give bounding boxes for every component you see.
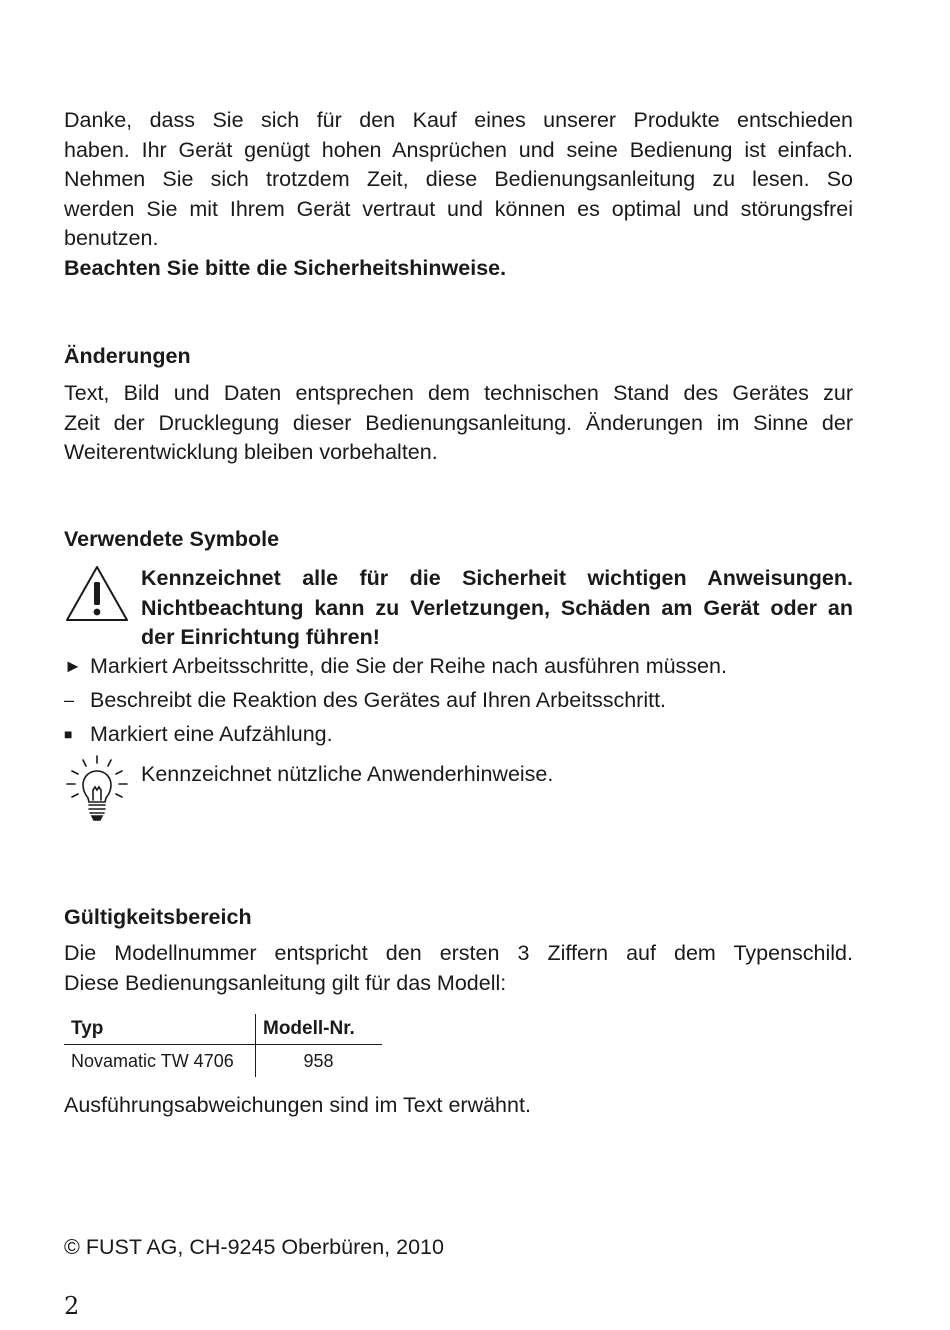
copyright-text: © FUST AG, CH-9245 Oberbüren, 2010 [64, 1235, 444, 1259]
symbol-item [64, 652, 853, 686]
tip-block [64, 760, 853, 830]
cell-model-number: 958 [303, 1050, 334, 1071]
warning-text [141, 564, 853, 653]
square-bullet-icon: ■ [64, 726, 73, 742]
tip-text: Kennzeichnet nützliche Anwenderhinweise. [141, 762, 554, 786]
intro-line: Nehmen Sie sich trotzdem Zeit, diese Bedienungsanleitung zu lesen. So [64, 167, 853, 191]
warning-triangle-icon [64, 564, 130, 624]
intro-section [64, 106, 853, 283]
intro-line: werden Sie mit Ihrem Gerät vertraut und können es optimal und störungsfrei [64, 196, 853, 221]
page-content [64, 106, 853, 1117]
warning-line: Nichtbeachtung kann zu Verletzungen, Schäden am Gerät oder an [141, 595, 853, 620]
intro-line: Danke, dass Sie sich für den Kauf eines unserer Produkte entschieden [64, 108, 853, 132]
model-table [64, 1014, 382, 1077]
page-number: 2 [64, 1292, 80, 1320]
changes-heading: Änderungen [64, 344, 191, 368]
safety-note: Beachten Sie bitte die Sicherheitshinweise. [64, 255, 507, 280]
symbols-heading: Verwendete Symbole [64, 527, 280, 551]
symbol-item [64, 686, 853, 720]
lightbulb-icon [64, 754, 130, 826]
table-row [64, 1045, 382, 1078]
validity-section [64, 903, 853, 1121]
symbol-item [64, 720, 853, 754]
validity-body [64, 939, 853, 998]
warning-line: Kennzeichnet alle für die Sicherheit wichtigen Anweisungen. [141, 566, 853, 590]
symbol-item-text: Beschreibt die Reaktion des Gerätes auf Ihren Arbeitsschritt. [90, 688, 667, 712]
dash-marker-icon: – [64, 690, 75, 710]
symbols-section [64, 525, 853, 830]
changes-body [64, 379, 853, 468]
model-table-header [64, 1014, 382, 1045]
symbol-item-text: Markiert Arbeitsschritte, die Sie der Reihe nach ausführen müssen. [90, 654, 727, 678]
changes-line: Zeit der Drucklegung dieser Bedienungsanleitung. Änderungen im Sinne der [64, 410, 853, 435]
arrow-marker-icon: ► [64, 656, 82, 676]
changes-line: Text, Bild und Daten entsprechen dem technischen Stand des Gerätes zur [64, 381, 853, 405]
warning-block [64, 564, 853, 652]
cell-type: Novamatic TW 4706 [64, 1045, 256, 1078]
validity-line: Die Modellnummer entspricht den ersten 3 Ziffern auf dem Typenschild. [64, 941, 853, 965]
validity-heading: Gültigkeitsbereich [64, 905, 252, 929]
warning-line: der Einrichtung führen! [141, 625, 380, 649]
intro-line: haben. Ihr Gerät genügt hohen Ansprüchen und seine Bedienung ist einfach. [64, 137, 853, 162]
symbol-item-text: Markiert eine Aufzählung. [90, 722, 333, 746]
changes-line: Weiterentwicklung bleiben vorbehalten. [64, 440, 438, 464]
validity-line: Diese Bedienungsanleitung gilt für das Modell: [64, 970, 507, 995]
variants-note: Ausführungsabweichungen sind im Text erwähnt. [64, 1093, 531, 1117]
column-header-type: Typ [64, 1014, 256, 1045]
intro-line: benutzen. [64, 226, 159, 250]
column-header-model-number: Modell-Nr. [263, 1018, 355, 1039]
changes-section [64, 342, 853, 468]
